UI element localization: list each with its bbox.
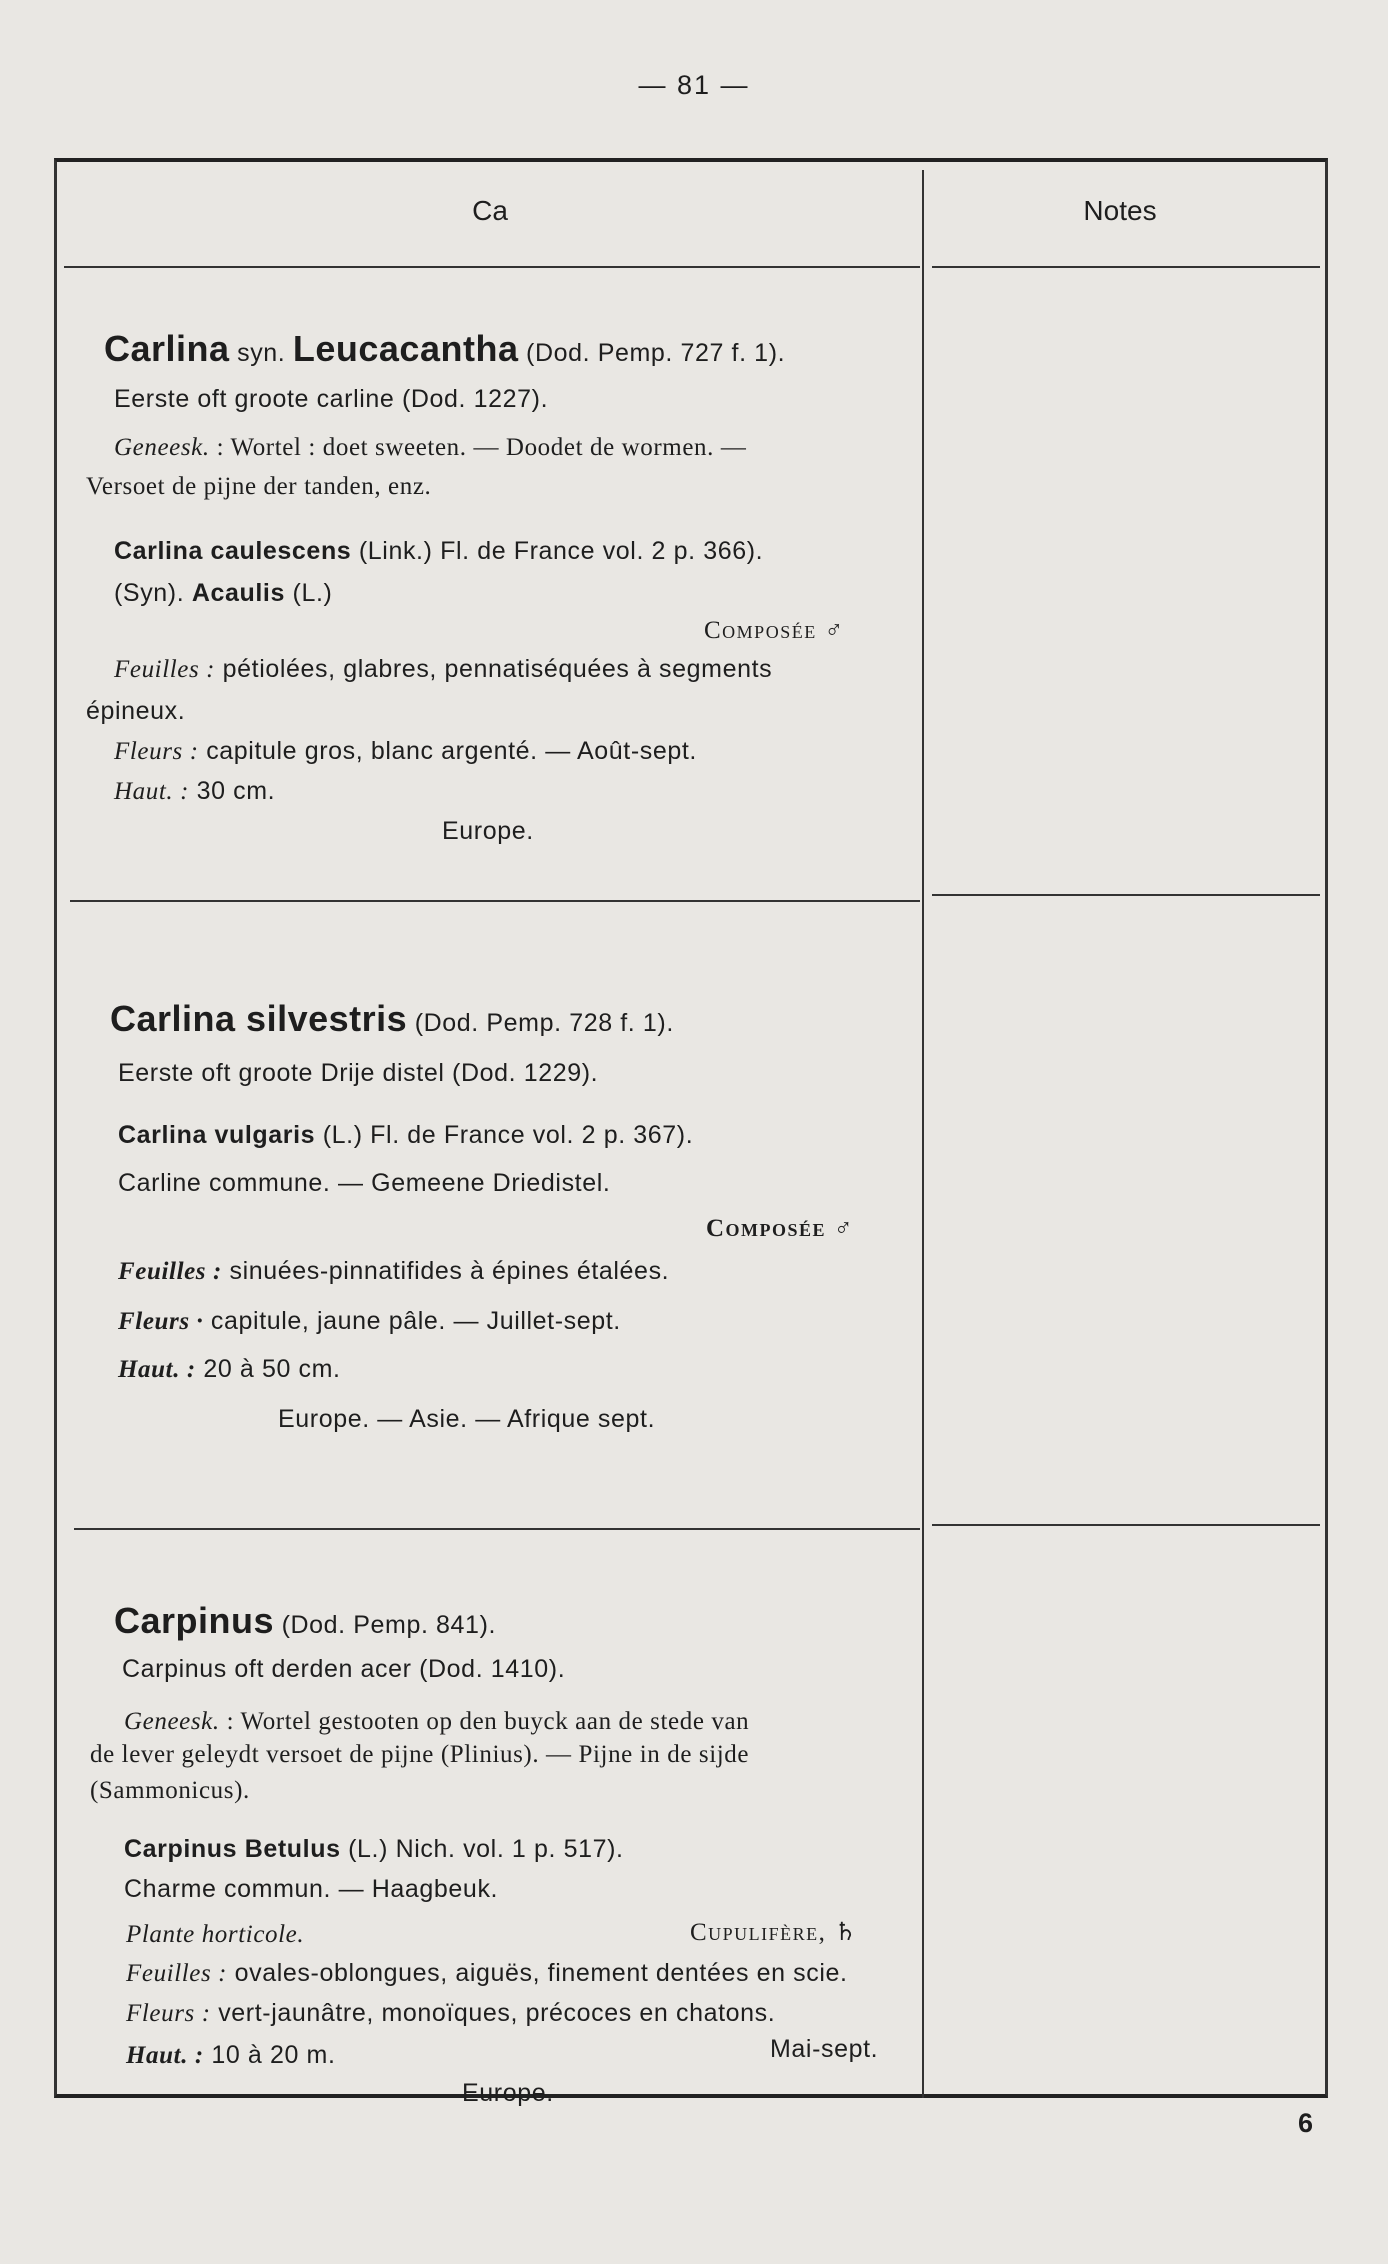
dutch-name: Carpinus oft derden acer (Dod. 1410). [122,1655,566,1683]
entry-title [114,1600,497,1641]
height-description [126,2040,336,2071]
leaves-label: Feuilles : [126,1960,228,1987]
flora-ref-text: (L.) Fl. de France vol. 2 p. 367). [315,1121,694,1149]
entry-title [110,998,674,1039]
header-rule-right [932,266,1320,268]
section-rule-2-left [74,1528,920,1530]
flora-reference [118,1120,693,1150]
page-number-top: — 81 — [638,70,750,100]
height-text: 20 à 50 cm. [195,1355,341,1383]
region: Europe. [462,2079,554,2107]
species-name: Leucacantha [292,328,519,369]
flora-ref-text: (Link.) Fl. de France vol. 2 p. 366). [351,537,764,565]
section-rule-2-right [932,1524,1320,1526]
season: Mai-sept. [770,2035,879,2063]
flowers-description [126,1998,775,2029]
medicinal-text: : Wortel gestooten op den buyck aan de stede van [219,1708,750,1735]
flowers-description [114,736,697,767]
common-names: Charme commun. — Haagbeuk. [124,1875,499,1903]
genus-species-name: Carlina silvestris [110,998,408,1039]
medicinal-use [114,432,746,463]
leaves-description [114,654,772,685]
leaves-label: Feuilles : [118,1258,222,1285]
section-rule-1-right [932,894,1320,896]
scientific-name: Carlina caulescens [114,537,352,565]
leaves-description [118,1256,669,1287]
plant-type: Plante horticole. [126,1921,305,1948]
medicinal-label: Geneesk. [114,434,210,461]
synonym-author: (L.) [284,579,333,607]
medicinal-label: Geneesk. [124,1708,220,1735]
genus-name: Carpinus [114,1600,275,1641]
medicinal-text-cont: Versoet de pijne der tanden, enz. [86,473,432,500]
entry-title [104,328,786,369]
medicinal-text-cont-2: (Sammonicus). [90,1777,250,1804]
flowers-text: vert-jaunâtre, monoïques, précoces en chatons. [210,1999,776,2027]
flowers-label: Fleurs · [118,1308,204,1335]
flowers-label: Fleurs : [114,738,199,765]
flowers-description [118,1306,621,1337]
flora-reference [124,1834,624,1864]
synonym [114,578,332,608]
reference: (Dod. Pemp. 841). [274,1611,497,1639]
region: Europe. — Asie. — Afrique sept. [278,1405,656,1433]
height-label: Haut. : [126,2042,204,2069]
common-names: Carline commune. — Gemeene Driedistel. [118,1169,611,1197]
leaves-description [126,1958,848,1989]
genus-name: Carlina [104,328,230,369]
leaves-text: ovales-oblongues, aiguës, finement dentées en scie. [227,1959,848,1987]
medicinal-text: : Wortel : doet sweeten. — Doodet de wormen. — [209,434,747,461]
leaves-text-cont: épineux. [86,697,186,725]
flowers-text: capitule, jaune pâle. — Juillet-sept. [203,1307,621,1335]
syn-label: syn. [229,339,293,367]
height-label: Haut. : [114,778,190,805]
height-description [118,1354,341,1385]
reference: (Dod. Pemp. 727 f. 1). [518,339,786,367]
column-divider [922,170,924,2098]
scientific-name: Carpinus Betulus [124,1835,341,1863]
flora-reference [114,536,763,566]
height-text: 10 à 20 m. [203,2041,336,2069]
section-rule-1-left [70,900,920,902]
family-label: Cupulifère, ♄ [690,1919,859,1946]
flowers-label: Fleurs : [126,2000,211,2027]
reference: (Dod. Pemp. 728 f. 1). [407,1009,674,1037]
syn-prefix: (Syn). [114,579,192,607]
region: Europe. [442,817,534,845]
column-header-notes: Notes [1083,195,1157,226]
flora-ref-text: (L.) Nich. vol. 1 p. 517). [340,1835,624,1863]
family-label: Composée ♂ [704,617,845,644]
dutch-name: Eerste oft groote Drije distel (Dod. 1229). [118,1059,599,1087]
leaves-label: Feuilles : [114,656,216,683]
flowers-text: capitule gros, blanc argenté. — Août-sept. [198,737,697,765]
leaves-text: sinuées-pinnatifides à épines étalées. [221,1257,670,1285]
scientific-name: Carlina vulgaris [118,1121,316,1149]
height-description [114,776,275,807]
dutch-name: Eerste oft groote carline (Dod. 1227). [114,385,549,413]
family-label: Composée ♂ [706,1215,855,1242]
height-text: 30 cm. [189,777,276,805]
height-label: Haut. : [118,1356,196,1383]
header-rule-left [64,266,920,268]
medicinal-use [124,1706,749,1737]
column-header-ca: Ca [472,195,508,226]
medicinal-text-cont: de lever geleydt versoet de pijne (Plinius). — Pijne in de sijde [90,1741,750,1768]
page-number-bottom: 6 [1298,2108,1314,2138]
synonym-name: Acaulis [191,579,285,607]
leaves-text: pétiolées, glabres, pennatiséquées à segments [215,655,773,683]
